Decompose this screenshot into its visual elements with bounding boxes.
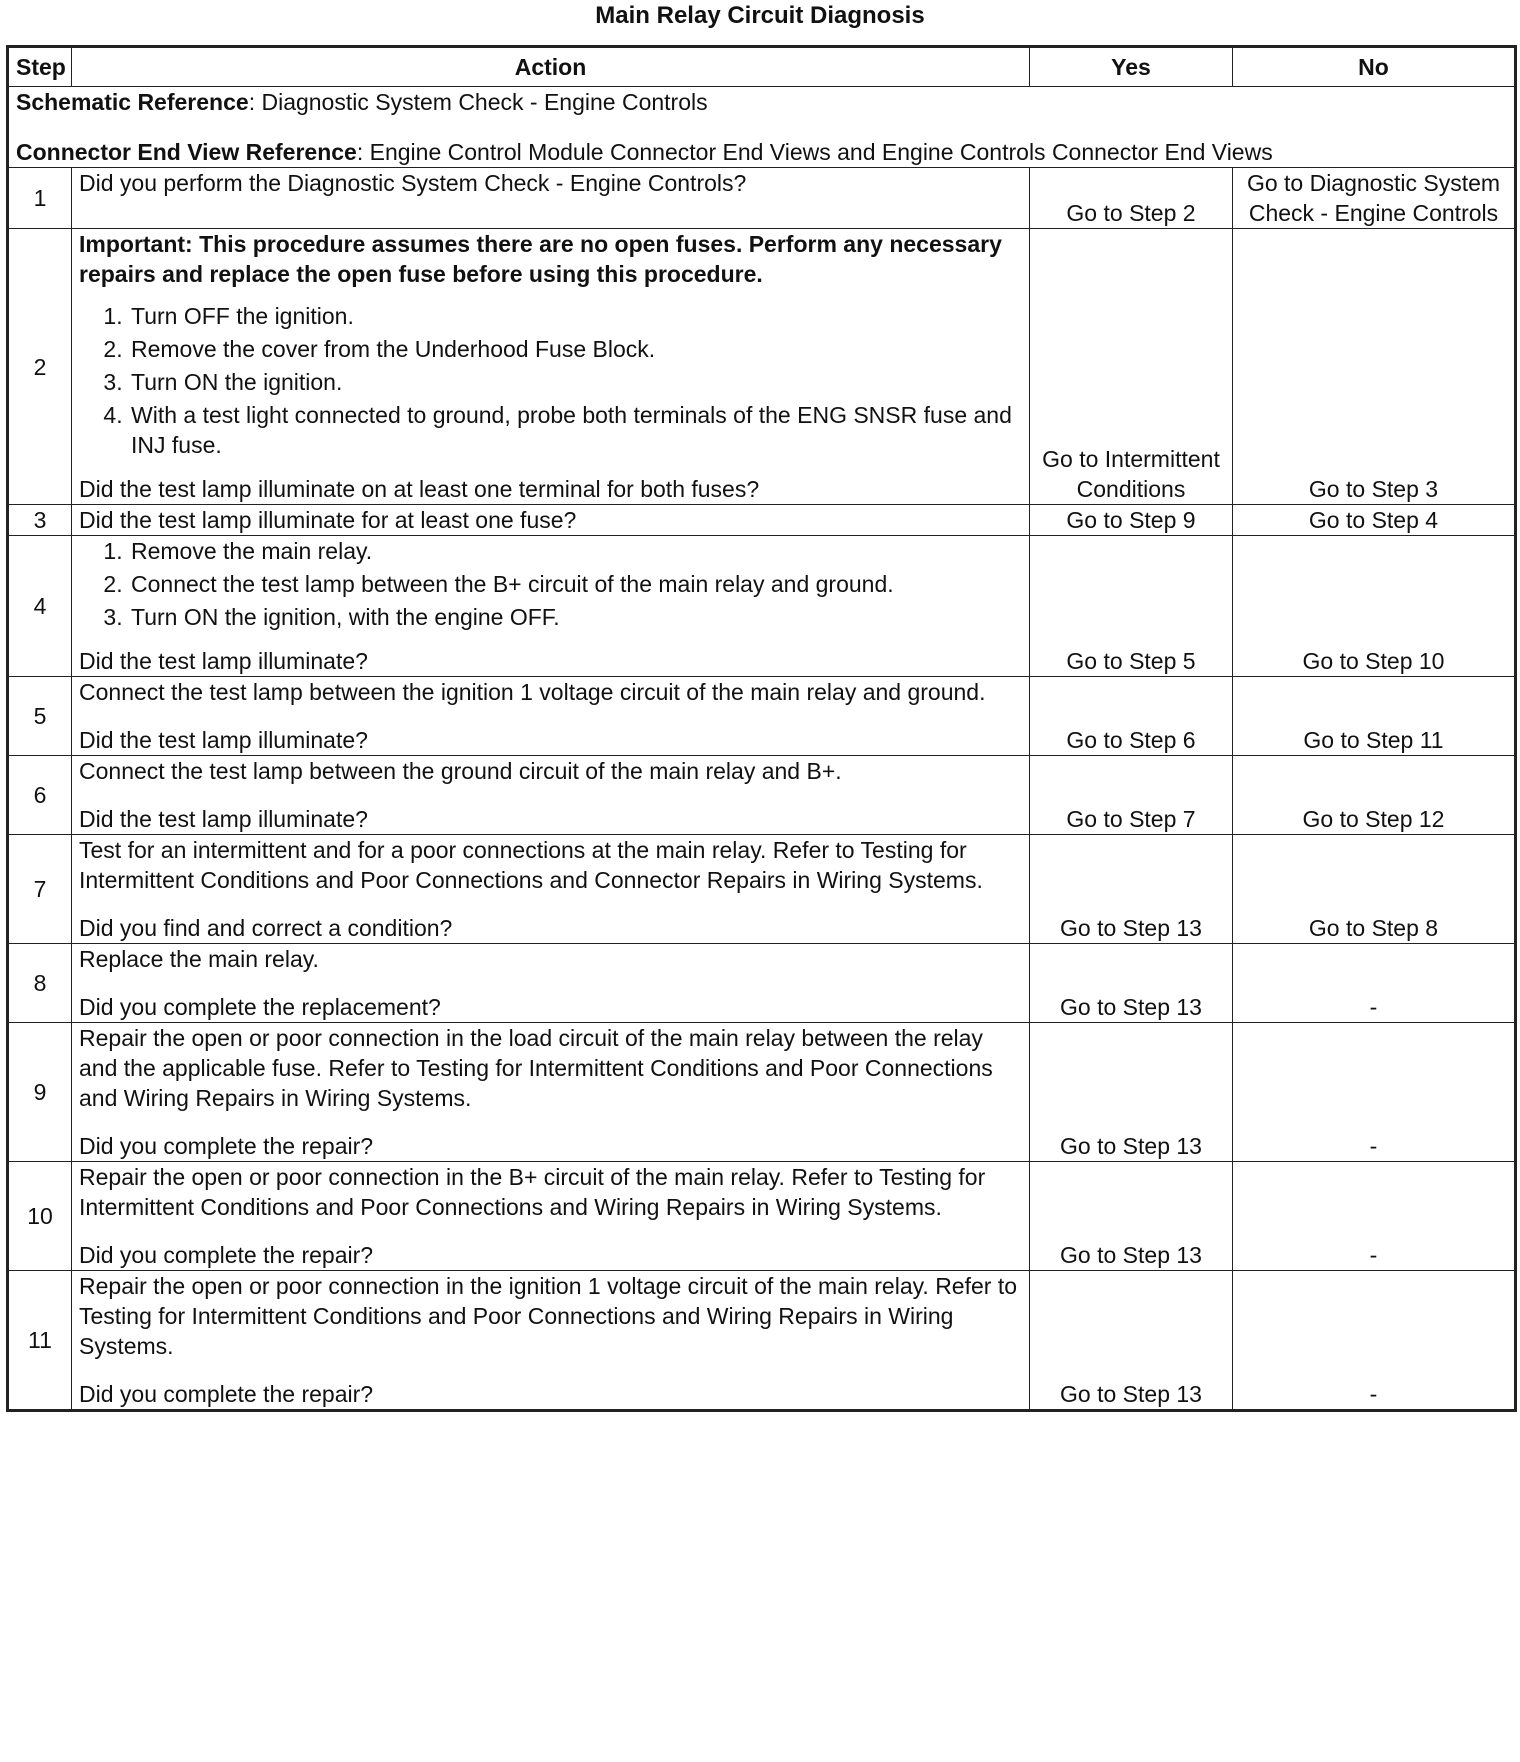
procedure-item: 1. Remove the main relay. bbox=[129, 536, 1022, 566]
action-text: Repair the open or poor connection in the ignition 1 voltage circuit of the main relay. Refer to Testing for Intermittent Conditions and Poor Connections and Wiring Repairs in Wiring Systems. bbox=[79, 1273, 1018, 1359]
procedure-item: 1. Turn OFF the ignition. bbox=[129, 301, 1022, 331]
step-question: Did the test lamp illuminate on at least one terminal for both fuses? bbox=[79, 476, 760, 502]
header-step: Step bbox=[8, 47, 72, 87]
reference-row bbox=[8, 87, 1516, 168]
step-row bbox=[8, 505, 1516, 536]
step-question: Did you perform the Diagnostic System Check - Engine Controls? bbox=[79, 170, 747, 196]
no-result: - bbox=[1233, 1162, 1516, 1271]
yes-result: Go to Step 2 bbox=[1030, 168, 1233, 229]
step-row bbox=[8, 1271, 1516, 1411]
step-number: 7 bbox=[8, 835, 72, 944]
step-question: Did the test lamp illuminate? bbox=[79, 806, 368, 832]
header-yes: Yes bbox=[1030, 47, 1233, 87]
yes-result: Go to Step 13 bbox=[1030, 1271, 1233, 1411]
step-action bbox=[72, 1023, 1030, 1162]
important-note: Important: This procedure assumes there are no open fuses. Perform any necessary repairs and replace the open fuse before using this procedure. bbox=[79, 231, 1002, 287]
step-question: Did you complete the replacement? bbox=[79, 994, 441, 1020]
no-result: - bbox=[1233, 1023, 1516, 1162]
header-action: Action bbox=[72, 47, 1030, 87]
procedure-list bbox=[79, 536, 1022, 632]
procedure-item: 3. Turn ON the ignition, with the engine OFF. bbox=[129, 602, 1022, 632]
action-text: Test for an intermittent and for a poor connections at the main relay. Refer to Testing for Intermittent Conditions and Poor Connections and Connector Repairs in Wiring Systems. bbox=[79, 837, 983, 893]
diagnosis-table bbox=[6, 45, 1517, 1412]
step-action bbox=[72, 168, 1030, 229]
step-question: Did the test lamp illuminate for at least one fuse? bbox=[79, 507, 577, 533]
yes-result: Go to Step 9 bbox=[1030, 505, 1233, 536]
no-result: Go to Step 11 bbox=[1233, 677, 1516, 756]
header-row bbox=[8, 47, 1516, 87]
step-number: 5 bbox=[8, 677, 72, 756]
action-text: Repair the open or poor connection in the load circuit of the main relay between the relay and the applicable fuse. Refer to Testing for Intermittent Conditions and Poor Connections and Wiring Repairs in Wiring Systems. bbox=[79, 1025, 993, 1111]
no-result: Go to Step 12 bbox=[1233, 756, 1516, 835]
schematic-reference bbox=[16, 87, 1507, 117]
step-row bbox=[8, 1023, 1516, 1162]
step-number: 11 bbox=[8, 1271, 72, 1411]
no-result: Go to Step 4 bbox=[1233, 505, 1516, 536]
procedure-item: 2. Remove the cover from the Underhood Fuse Block. bbox=[129, 334, 1022, 364]
step-number: 3 bbox=[8, 505, 72, 536]
yes-result: Go to Step 13 bbox=[1030, 1162, 1233, 1271]
step-number: 8 bbox=[8, 944, 72, 1023]
step-question: Did the test lamp illuminate? bbox=[79, 727, 368, 753]
no-result: Go to Diagnostic System Check - Engine Controls bbox=[1233, 168, 1516, 229]
step-row bbox=[8, 229, 1516, 505]
step-number: 9 bbox=[8, 1023, 72, 1162]
step-row bbox=[8, 677, 1516, 756]
step-number: 1 bbox=[8, 168, 72, 229]
yes-result: Go to Step 7 bbox=[1030, 756, 1233, 835]
no-result: - bbox=[1233, 1271, 1516, 1411]
step-action bbox=[72, 835, 1030, 944]
step-action bbox=[72, 536, 1030, 677]
connector-reference-value: : Engine Control Module Connector End Views and Engine Controls Connector End Views bbox=[356, 139, 1273, 165]
no-result: - bbox=[1233, 944, 1516, 1023]
step-number: 6 bbox=[8, 756, 72, 835]
procedure-item: 3. Turn ON the ignition. bbox=[129, 367, 1022, 397]
yes-result: Go to Step 13 bbox=[1030, 1023, 1233, 1162]
step-action bbox=[72, 1271, 1030, 1411]
step-row bbox=[8, 756, 1516, 835]
step-number: 10 bbox=[8, 1162, 72, 1271]
no-result: Go to Step 8 bbox=[1233, 835, 1516, 944]
action-text: Repair the open or poor connection in the B+ circuit of the main relay. Refer to Testing for Intermittent Conditions and Poor Connections and Wiring Repairs in Wiring Systems. bbox=[79, 1164, 986, 1220]
step-row bbox=[8, 536, 1516, 677]
header-no: No bbox=[1233, 47, 1516, 87]
connector-reference-label: Connector End View Reference bbox=[16, 139, 357, 165]
step-question: Did you complete the repair? bbox=[79, 1242, 374, 1268]
step-row bbox=[8, 168, 1516, 229]
procedure-item: 2. Connect the test lamp between the B+ circuit of the main relay and ground. bbox=[129, 569, 1022, 599]
procedure-item: 4. With a test light connected to ground, probe both terminals of the ENG SNSR fuse and INJ fuse. bbox=[129, 400, 1022, 460]
step-action bbox=[72, 1162, 1030, 1271]
reference-cell bbox=[8, 87, 1516, 168]
step-action bbox=[72, 944, 1030, 1023]
yes-result: Go to Intermittent Conditions bbox=[1030, 229, 1233, 505]
step-action bbox=[72, 505, 1030, 536]
step-question: Did you find and correct a condition? bbox=[79, 915, 453, 941]
step-action bbox=[72, 756, 1030, 835]
step-action bbox=[72, 229, 1030, 505]
action-text: Connect the test lamp between the ignition 1 voltage circuit of the main relay and ground. bbox=[79, 679, 986, 705]
no-result: Go to Step 3 bbox=[1233, 229, 1516, 505]
yes-result: Go to Step 13 bbox=[1030, 835, 1233, 944]
step-action bbox=[72, 677, 1030, 756]
schematic-reference-value: : Diagnostic System Check - Engine Controls bbox=[248, 89, 708, 115]
procedure-list bbox=[79, 301, 1022, 460]
schematic-reference-label: Schematic Reference bbox=[16, 89, 249, 115]
yes-result: Go to Step 5 bbox=[1030, 536, 1233, 677]
step-number: 2 bbox=[8, 229, 72, 505]
action-text: Connect the test lamp between the ground circuit of the main relay and B+. bbox=[79, 758, 842, 784]
no-result: Go to Step 10 bbox=[1233, 536, 1516, 677]
yes-result: Go to Step 6 bbox=[1030, 677, 1233, 756]
step-number: 4 bbox=[8, 536, 72, 677]
action-text: Replace the main relay. bbox=[79, 946, 319, 972]
step-row bbox=[8, 1162, 1516, 1271]
connector-reference bbox=[16, 137, 1507, 167]
yes-result: Go to Step 13 bbox=[1030, 944, 1233, 1023]
step-question: Did the test lamp illuminate? bbox=[79, 648, 368, 674]
step-row bbox=[8, 835, 1516, 944]
step-row bbox=[8, 944, 1516, 1023]
step-question: Did you complete the repair? bbox=[79, 1133, 374, 1159]
step-question: Did you complete the repair? bbox=[79, 1381, 374, 1407]
page-title: Main Relay Circuit Diagnosis bbox=[595, 2, 925, 29]
